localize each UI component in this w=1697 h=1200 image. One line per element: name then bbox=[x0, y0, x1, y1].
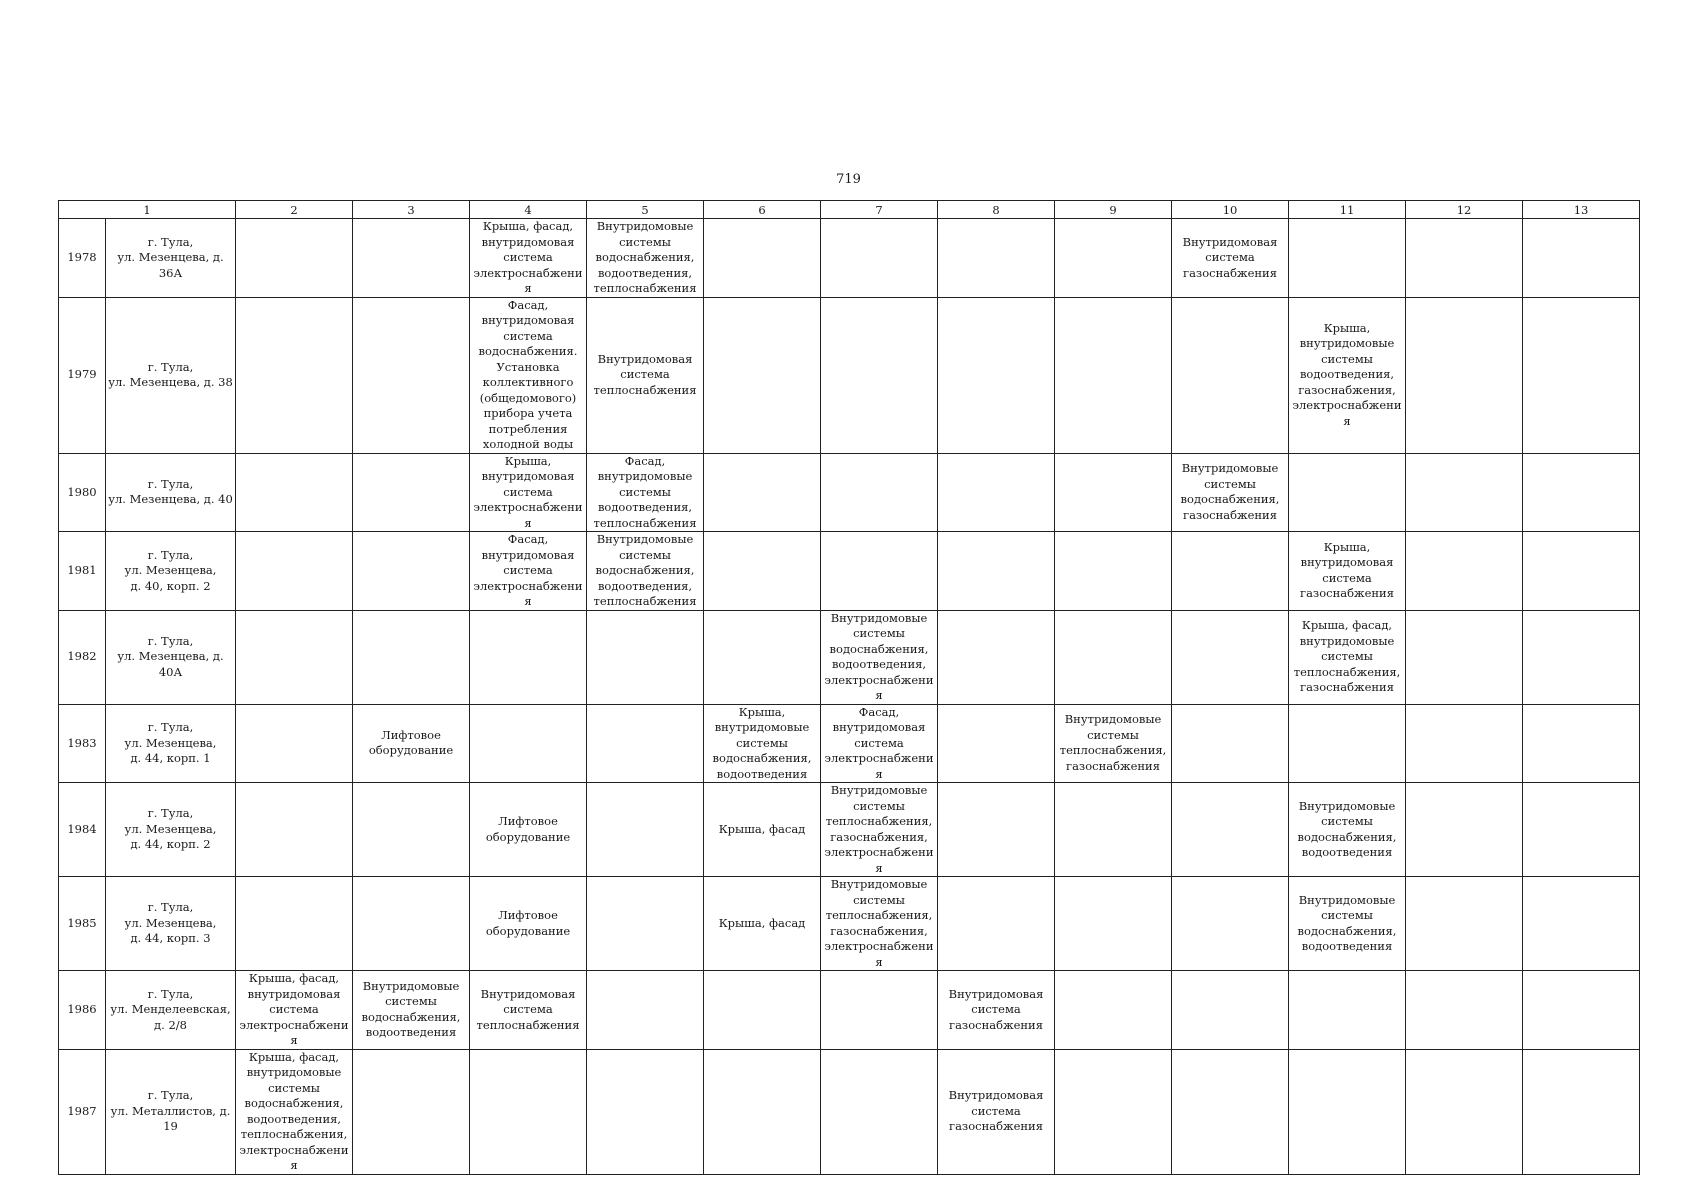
table-row bbox=[59, 219, 1640, 298]
work-cell: Фасад, внутридомовые системы водоотведения, теплоснабжения bbox=[587, 453, 704, 532]
row-number: 1983 bbox=[59, 704, 106, 783]
work-cell bbox=[1406, 297, 1523, 453]
table-row bbox=[59, 971, 1640, 1050]
work-cell bbox=[353, 219, 470, 298]
address-cell: г. Тула, ул. Мезенцева, д. 40 bbox=[106, 453, 236, 532]
work-cell: Внутридомовая система газоснабжения bbox=[1172, 219, 1289, 298]
work-cell bbox=[704, 1049, 821, 1174]
work-cell: Внутридомовые системы водоснабжения, водоотведения, теплоснабжения bbox=[587, 219, 704, 298]
table-body bbox=[59, 201, 1640, 1175]
work-cell bbox=[938, 610, 1055, 704]
work-cell: Лифтовое оборудование bbox=[470, 877, 587, 971]
work-cell bbox=[1289, 453, 1406, 532]
column-header: 8 bbox=[938, 201, 1055, 219]
work-cell: Внутридомовая система теплоснабжения bbox=[470, 971, 587, 1050]
work-cell bbox=[938, 877, 1055, 971]
work-cell bbox=[236, 783, 353, 877]
work-cell bbox=[938, 219, 1055, 298]
address-cell: г. Тула, ул. Металлистов, д. 19 bbox=[106, 1049, 236, 1174]
work-cell: Внутридомовая система теплоснабжения bbox=[587, 297, 704, 453]
work-cell bbox=[1523, 610, 1640, 704]
work-cell bbox=[1055, 783, 1172, 877]
work-cell bbox=[938, 783, 1055, 877]
work-cell bbox=[353, 877, 470, 971]
address-cell: г. Тула, ул. Менделеевская, д. 2/8 bbox=[106, 971, 236, 1050]
work-cell: Крыша, внутридомовые системы водоснабжения, водоотведения bbox=[704, 704, 821, 783]
table-row bbox=[59, 610, 1640, 704]
work-cell bbox=[1172, 532, 1289, 611]
table-row bbox=[59, 453, 1640, 532]
work-cell: Внутридомовые системы теплоснабжения, газоснабжения, электроснабжения bbox=[821, 877, 938, 971]
work-cell bbox=[1289, 1049, 1406, 1174]
work-cell bbox=[353, 453, 470, 532]
column-header: 6 bbox=[704, 201, 821, 219]
row-number: 1986 bbox=[59, 971, 106, 1050]
work-cell bbox=[821, 297, 938, 453]
work-cell bbox=[470, 704, 587, 783]
work-cell bbox=[1523, 704, 1640, 783]
work-cell bbox=[938, 704, 1055, 783]
column-header: 3 bbox=[353, 201, 470, 219]
work-cell bbox=[1055, 610, 1172, 704]
work-cell bbox=[236, 453, 353, 532]
work-cell bbox=[1172, 297, 1289, 453]
column-header: 11 bbox=[1289, 201, 1406, 219]
row-number: 1979 bbox=[59, 297, 106, 453]
work-cell bbox=[353, 783, 470, 877]
table-row bbox=[59, 1049, 1640, 1174]
work-cell bbox=[1406, 532, 1523, 611]
row-number: 1987 bbox=[59, 1049, 106, 1174]
work-cell bbox=[1523, 783, 1640, 877]
work-cell bbox=[704, 971, 821, 1050]
work-cell: Крыша, фасад, внутридомовые системы водоснабжения, водоотведения, теплоснабжения, электроснабжения bbox=[236, 1049, 353, 1174]
work-cell: Крыша, фасад, внутридомовая система электроснабжения bbox=[470, 219, 587, 298]
row-number: 1985 bbox=[59, 877, 106, 971]
column-header: 5 bbox=[587, 201, 704, 219]
work-cell: Внутридомовые системы теплоснабжения, газоснабжения bbox=[1055, 704, 1172, 783]
work-cell bbox=[938, 453, 1055, 532]
work-cell bbox=[1523, 971, 1640, 1050]
table-row bbox=[59, 783, 1640, 877]
address-cell: г. Тула, ул. Мезенцева, д. 36А bbox=[106, 219, 236, 298]
address-cell: г. Тула, ул. Мезенцева, д. 44, корп. 1 bbox=[106, 704, 236, 783]
work-cell bbox=[1406, 1049, 1523, 1174]
work-cell bbox=[1289, 219, 1406, 298]
work-cell bbox=[1172, 971, 1289, 1050]
work-cell bbox=[353, 297, 470, 453]
column-header: 4 bbox=[470, 201, 587, 219]
address-cell: г. Тула, ул. Мезенцева, д. 40, корп. 2 bbox=[106, 532, 236, 611]
work-cell: Крыша, фасад bbox=[704, 877, 821, 971]
work-cell bbox=[1523, 532, 1640, 611]
table-row bbox=[59, 877, 1640, 971]
work-cell bbox=[1406, 704, 1523, 783]
work-cell bbox=[1055, 1049, 1172, 1174]
row-number: 1982 bbox=[59, 610, 106, 704]
work-cell bbox=[1523, 453, 1640, 532]
work-cell bbox=[938, 297, 1055, 453]
address-cell: г. Тула, ул. Мезенцева, д. 38 bbox=[106, 297, 236, 453]
work-cell bbox=[1172, 704, 1289, 783]
work-cell bbox=[587, 877, 704, 971]
work-cell: Внутридомовые системы водоснабжения, газоснабжения bbox=[1172, 453, 1289, 532]
work-cell: Крыша, внутридомовая система электроснабжения bbox=[470, 453, 587, 532]
work-cell bbox=[1523, 219, 1640, 298]
work-cell bbox=[470, 610, 587, 704]
work-cell bbox=[236, 877, 353, 971]
work-cell bbox=[1406, 453, 1523, 532]
work-cell bbox=[1406, 783, 1523, 877]
work-cell: Фасад, внутридомовая система электроснабжения bbox=[821, 704, 938, 783]
work-cell bbox=[1055, 971, 1172, 1050]
work-cell bbox=[821, 219, 938, 298]
work-cell bbox=[353, 532, 470, 611]
work-cell: Внутридомовые системы водоснабжения, водоотведения bbox=[1289, 877, 1406, 971]
work-cell bbox=[1055, 532, 1172, 611]
column-header: 2 bbox=[236, 201, 353, 219]
address-cell: г. Тула, ул. Мезенцева, д. 44, корп. 2 bbox=[106, 783, 236, 877]
work-cell: Внутридомовые системы водоснабжения, водоотведения, электроснабжения bbox=[821, 610, 938, 704]
table-row bbox=[59, 704, 1640, 783]
work-cell bbox=[1523, 877, 1640, 971]
work-cell bbox=[1406, 219, 1523, 298]
work-cell bbox=[587, 610, 704, 704]
work-cell bbox=[821, 532, 938, 611]
address-cell: г. Тула, ул. Мезенцева, д. 40А bbox=[106, 610, 236, 704]
work-cell: Фасад, внутридомовая система водоснабжения. Установка коллективного (общедомового) прибора учета потребления холодной воды bbox=[470, 297, 587, 453]
work-cell bbox=[1055, 297, 1172, 453]
work-cell bbox=[236, 219, 353, 298]
work-cell bbox=[470, 1049, 587, 1174]
column-header: 7 bbox=[821, 201, 938, 219]
work-cell bbox=[587, 1049, 704, 1174]
work-cell bbox=[821, 971, 938, 1050]
work-cell bbox=[1055, 877, 1172, 971]
work-cell bbox=[1172, 610, 1289, 704]
work-cell: Крыша, внутридомовые системы водоотведения, газоснабжения, электроснабжения bbox=[1289, 297, 1406, 453]
work-cell bbox=[1172, 783, 1289, 877]
work-cell bbox=[1055, 219, 1172, 298]
header-row bbox=[59, 201, 1640, 219]
work-cell bbox=[1406, 877, 1523, 971]
work-cell bbox=[1289, 971, 1406, 1050]
work-cell bbox=[1523, 1049, 1640, 1174]
work-cell bbox=[1172, 1049, 1289, 1174]
work-cell bbox=[1523, 297, 1640, 453]
work-cell bbox=[353, 1049, 470, 1174]
work-cell bbox=[1406, 610, 1523, 704]
table-row bbox=[59, 532, 1640, 611]
work-cell bbox=[236, 610, 353, 704]
repair-schedule-table bbox=[58, 200, 1640, 1175]
address-cell: г. Тула, ул. Мезенцева, д. 44, корп. 3 bbox=[106, 877, 236, 971]
work-cell: Крыша, внутридомовая система газоснабжения bbox=[1289, 532, 1406, 611]
column-header: 1 bbox=[59, 201, 236, 219]
work-cell: Внутридомовые системы водоснабжения, водоотведения bbox=[353, 971, 470, 1050]
work-cell: Лифтовое оборудование bbox=[353, 704, 470, 783]
column-header: 12 bbox=[1406, 201, 1523, 219]
work-cell bbox=[938, 532, 1055, 611]
column-header: 13 bbox=[1523, 201, 1640, 219]
row-number: 1981 bbox=[59, 532, 106, 611]
table-row bbox=[59, 297, 1640, 453]
work-cell bbox=[704, 610, 821, 704]
work-cell bbox=[1406, 971, 1523, 1050]
work-cell bbox=[587, 783, 704, 877]
work-cell: Внутридомовые системы водоснабжения, водоотведения, теплоснабжения bbox=[587, 532, 704, 611]
work-cell bbox=[704, 532, 821, 611]
work-cell bbox=[1289, 704, 1406, 783]
work-cell bbox=[587, 704, 704, 783]
row-number: 1984 bbox=[59, 783, 106, 877]
work-cell: Внутридомовая система газоснабжения bbox=[938, 1049, 1055, 1174]
column-header: 10 bbox=[1172, 201, 1289, 219]
work-cell: Внутридомовые системы водоснабжения, водоотведения bbox=[1289, 783, 1406, 877]
work-cell bbox=[353, 610, 470, 704]
work-cell: Фасад, внутридомовая система электроснабжения bbox=[470, 532, 587, 611]
work-cell bbox=[821, 1049, 938, 1174]
work-cell bbox=[704, 297, 821, 453]
work-cell: Крыша, фасад bbox=[704, 783, 821, 877]
column-header: 9 bbox=[1055, 201, 1172, 219]
work-cell bbox=[1172, 877, 1289, 971]
work-cell bbox=[587, 971, 704, 1050]
work-cell: Внутридомовые системы теплоснабжения, газоснабжения, электроснабжения bbox=[821, 783, 938, 877]
work-cell bbox=[236, 297, 353, 453]
work-cell bbox=[704, 453, 821, 532]
work-cell bbox=[704, 219, 821, 298]
work-cell bbox=[236, 532, 353, 611]
work-cell bbox=[236, 704, 353, 783]
row-number: 1978 bbox=[59, 219, 106, 298]
work-cell: Крыша, фасад, внутридомовые системы теплоснабжения, газоснабжения bbox=[1289, 610, 1406, 704]
work-cell bbox=[1055, 453, 1172, 532]
work-cell: Внутридомовая система газоснабжения bbox=[938, 971, 1055, 1050]
page-number: 719 bbox=[836, 172, 861, 187]
work-cell: Лифтовое оборудование bbox=[470, 783, 587, 877]
row-number: 1980 bbox=[59, 453, 106, 532]
work-cell: Крыша, фасад, внутридомовая система электроснабжения bbox=[236, 971, 353, 1050]
work-cell bbox=[821, 453, 938, 532]
